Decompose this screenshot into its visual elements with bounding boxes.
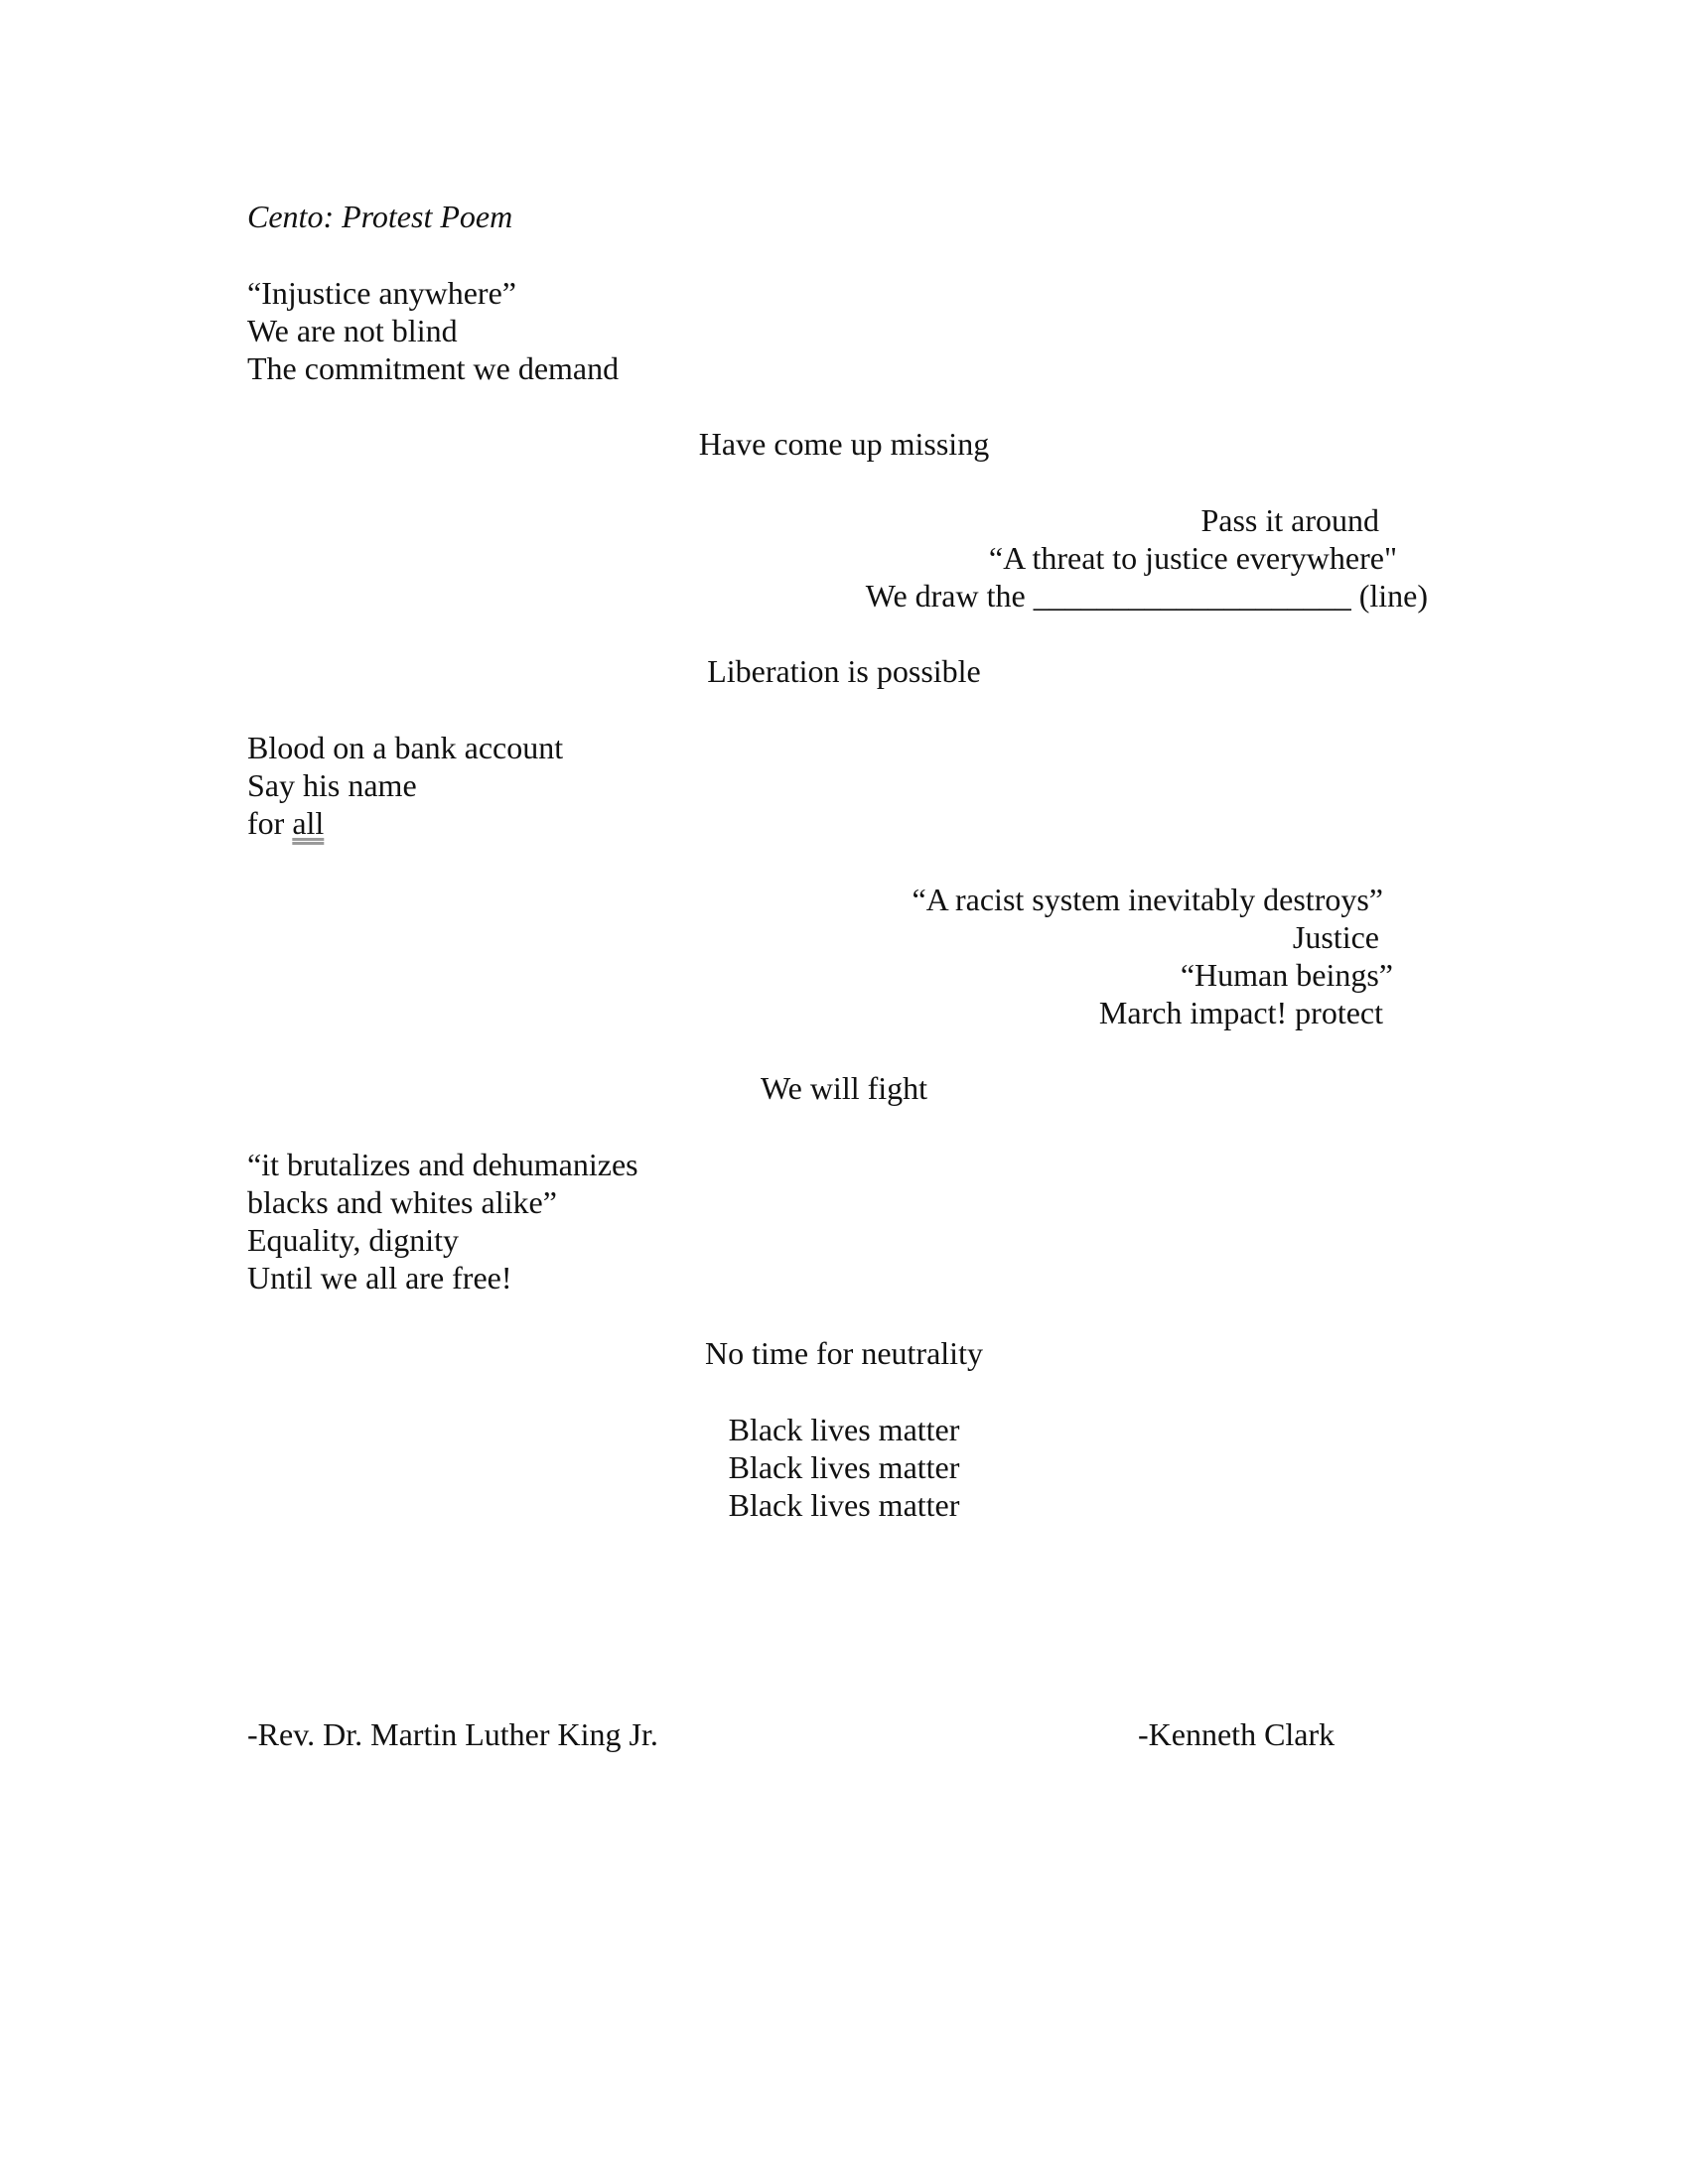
poem-line: The commitment we demand xyxy=(247,350,620,386)
poem-line: Justice xyxy=(1292,919,1379,955)
poem-line: Until we all are free! xyxy=(247,1260,512,1296)
poem-line: “it brutalizes and dehumanizes xyxy=(247,1147,638,1182)
poem-line: Blood on a bank account xyxy=(247,730,564,765)
poem-line: March impact! protect xyxy=(1098,995,1383,1030)
poem-line-for-all xyxy=(247,804,324,842)
poem-line: “A racist system inevitably destroys” xyxy=(912,882,1383,917)
poem-line: “Injustice anywhere” xyxy=(247,275,516,311)
poem-line: We are not blind xyxy=(247,313,458,348)
poem-line: We will fight xyxy=(760,1070,928,1106)
poem-title: Cento: Protest Poem xyxy=(247,199,513,234)
poem-line: “Human beings” xyxy=(1180,957,1393,993)
poem-line: No time for neutrality xyxy=(705,1335,983,1371)
poem-line-text: for xyxy=(247,805,293,841)
refrain-line: Black lives matter xyxy=(728,1449,960,1485)
poem-line: “A threat to justice everywhere" xyxy=(988,540,1397,576)
poem-line: Liberation is possible xyxy=(707,653,981,689)
poem-line: Equality, dignity xyxy=(247,1222,460,1258)
poem-line: Pass it around xyxy=(1200,502,1379,538)
poem-line: We draw the ____________________ (line) xyxy=(865,578,1428,614)
poem-line: Say his name xyxy=(247,767,417,803)
attribution-king: -Rev. Dr. Martin Luther King Jr. xyxy=(247,1716,658,1752)
poem-line: blacks and whites alike” xyxy=(247,1184,557,1220)
poem-line: Have come up missing xyxy=(698,426,990,462)
attribution-clark: -Kenneth Clark xyxy=(1138,1716,1336,1752)
refrain-line: Black lives matter xyxy=(728,1487,960,1523)
underlined-word: all xyxy=(292,805,325,841)
refrain-line: Black lives matter xyxy=(728,1412,960,1447)
